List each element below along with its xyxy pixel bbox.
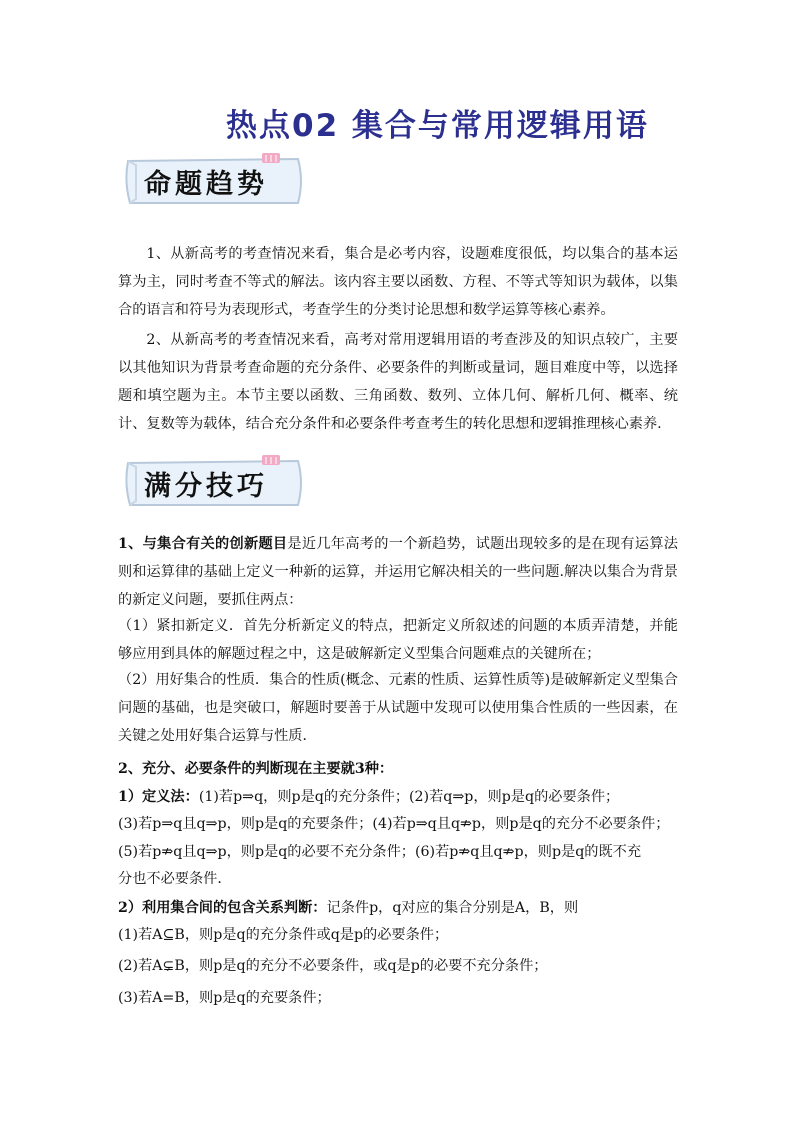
method-2-line-4: (3)若A=B，则p是q的充要条件； xyxy=(118,990,331,1006)
skills-paragraph-2: （1）紧扣新定义．首先分析新定义的特点，把新定义所叙述的问题的本质弄清楚，并能够应用到具体的解题过程之中，这是破解新定义型集合问题难点的关键所在； xyxy=(118,618,678,662)
skills-paragraph-1-text: 是近几年高考的一个新趋势，试题出现较多的是在现有运算法则和运算律的基础上定义一种新的运算，并运用它解决相关的一些问题.解决以集合为背景的新定义问题，要抓住两点： xyxy=(118,536,678,608)
method-2-line-1 xyxy=(118,895,680,921)
skills-paragraph-3: （2）用好集合的性质．集合的性质(概念、元素的性质、运算性质等)是破解新定义型集合问题的基础，也是突破口，解题时要善于从试题中发现可以使用集合性质的一些因素，在关键之处用好集合运算与性质． xyxy=(118,672,678,744)
method-2-label: 2）利用集合间的包含关系判断： xyxy=(118,900,327,916)
page-title: 热点02 集合与常用逻辑用语 xyxy=(226,108,649,144)
method-1-line-1 xyxy=(118,784,680,810)
method-1-text: (1)若p⇒q，则p是q的充分条件；(2)若q⇒p，则p是q的必要条件； xyxy=(198,789,620,805)
method-2-text: 记条件p，q对应的集合分别是A，B，则 xyxy=(326,900,579,916)
method-1-line-2: (3)若p⇒q且q⇒p，则p是q的充要条件；(4)若p⇒q且q⇏p，则p是q的充分不必要条件； xyxy=(118,816,670,832)
skills-heading-2: 2、充分、必要条件的判断现在主要就3种： xyxy=(118,761,394,777)
banner-label-trend: 命题趋势 xyxy=(144,169,268,200)
method-2-line-2: (1)若A⊆B，则p是q的充分条件或q是p的必要条件； xyxy=(118,927,449,943)
section-banner-trend xyxy=(122,153,308,205)
method-1-label: 1）定义法： xyxy=(118,789,199,805)
method-2-line-3: (2)若A⊊B，则p是q的充分不必要条件，或q是p的必要不充分条件； xyxy=(118,958,548,974)
trend-paragraph-2: 2、从新高考的考查情况来看，高考对常用逻辑用语的考查涉及的知识点较广，主要以其他知识为背景考查命题的充分条件、必要条件的判断或量词，题目难度中等，以选择题和填空题为主。本节主要以函数、三角函数、数列、立体几何、解析几何、概率、统计、复数等为载体，结合充分条件和必要条件考查考生的转化思想和逻辑推理核心素养. xyxy=(118,332,678,432)
method-1-line-3: (5)若p⇏q且q⇒p，则p是q的必要不充分条件；(6)若p⇏q且q⇏p，则p是q的既不充 xyxy=(118,844,642,860)
method-1-line-4: 分也不必要条件． xyxy=(118,871,232,887)
banner-label-skills: 满分技巧 xyxy=(144,471,268,502)
trend-paragraph-1: 1、从新高考的考查情况来看，集合是必考内容，设题难度很低，均以集合的基本运算为主，同时考查不等式的解法。该内容主要以函数、方程、不等式等知识为载体，以集合的语言和符号为表现形式，考查学生的分类讨论思想和数学运算等核心素养。 xyxy=(118,246,678,318)
skills-heading-1: 1、与集合有关的创新题目 xyxy=(118,536,288,552)
skills-paragraph-1 xyxy=(118,530,678,614)
section-banner-skills xyxy=(122,455,308,507)
